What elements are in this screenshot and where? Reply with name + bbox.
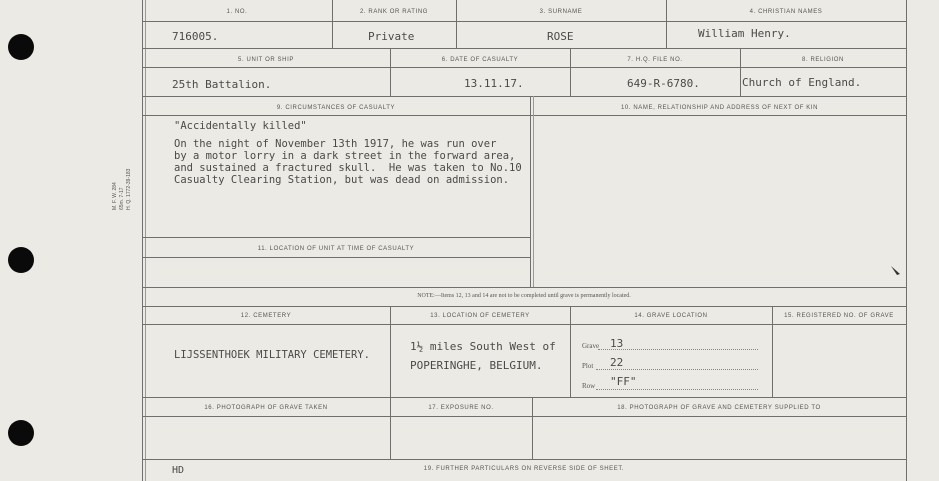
rule-note-bottom xyxy=(142,306,906,307)
rule-v-cem-b xyxy=(570,306,571,397)
rule-row2-mid xyxy=(142,67,906,68)
value-no: 716005. xyxy=(172,30,219,43)
label-row: Row xyxy=(582,382,596,390)
value-rank: Private xyxy=(368,30,415,43)
stamp-line-1: M. F. W. 284 xyxy=(112,182,118,210)
rule-v-cem-c xyxy=(772,306,773,397)
label-circumstances: 9. CIRCUMSTANCES OF CASUALTY xyxy=(276,105,396,111)
rule-note-top xyxy=(142,287,906,288)
label-photograph-taken: 16. PHOTOGRAPH OF GRAVE TAKEN xyxy=(204,405,328,411)
label-registered-no: 15. REGISTERED NO. OF GRAVE xyxy=(784,313,894,319)
rule-row1-bottom xyxy=(142,48,906,49)
label-grave: Grave xyxy=(582,342,600,350)
label-next-of-kin: 10. NAME, RELATIONSHIP AND ADDRESS OF NEXT OF KIN xyxy=(620,105,819,111)
form-stamp xyxy=(112,169,133,210)
dotted-line-row xyxy=(596,389,758,390)
rule-location-mid xyxy=(142,257,530,258)
punch-hole-middle xyxy=(8,247,34,273)
value-religion: Church of England. xyxy=(742,76,862,89)
rule-row1-mid xyxy=(142,21,906,22)
rule-location-top xyxy=(142,237,530,238)
rule-v-row3 xyxy=(530,96,531,287)
value-unit: 25th Battalion. xyxy=(172,78,272,91)
label-exposure-no: 17. EXPOSURE NO. xyxy=(428,405,494,411)
rule-photo-mid xyxy=(142,416,906,417)
rule-photo-bottom xyxy=(142,459,906,460)
label-date: 6. DATE OF CASUALTY xyxy=(441,57,519,63)
rule-cemetery-bottom xyxy=(142,397,906,398)
value-circumstances-title: "Accidentally killed" xyxy=(174,120,307,132)
rule-cemetery-mid xyxy=(142,324,906,325)
rule-v-cem-a xyxy=(390,306,391,397)
label-christian-names: 4. CHRISTIAN NAMES xyxy=(749,9,823,15)
dotted-line-plot xyxy=(596,369,758,370)
rule-row3-mid xyxy=(142,115,906,116)
value-cemetery-location-line2: POPERINGHE, BELGIUM. xyxy=(410,359,543,372)
value-cemetery: LIJSSENTHOEK MILITARY CEMETERY. xyxy=(174,349,370,361)
label-surname: 3. SURNAME xyxy=(539,9,583,15)
rule-row2-bottom xyxy=(142,96,906,97)
label-photograph-supplied: 18. PHOTOGRAPH OF GRAVE AND CEMETERY SUPPLIED TO xyxy=(617,405,821,411)
frame-right-line xyxy=(906,0,907,481)
stamp-line-2: 65m. 7-17 xyxy=(119,187,125,210)
rule-v-row1-a xyxy=(332,0,333,48)
stamp-line-3: H. Q. 1772-39-183 xyxy=(126,168,132,210)
value-date: 13.11.17. xyxy=(464,77,524,90)
label-grave-location: 14. GRAVE LOCATION xyxy=(634,313,708,319)
rule-v-row3-inner xyxy=(533,96,534,287)
rule-v-row2-b xyxy=(570,48,571,96)
label-no: 1. NO. xyxy=(226,9,248,15)
rule-v-row1-b xyxy=(456,0,457,48)
value-hd: HD xyxy=(172,465,185,476)
value-grave: 13 xyxy=(610,337,624,350)
value-christian-names: William Henry. xyxy=(698,27,791,40)
rule-v-row2-c xyxy=(740,48,741,96)
value-circumstances-body: On the night of November 13th 1917, he was run over by a motor lorry in a dark street in the forward area, and sustained a fractured skull. He was taken to No.10 Casualty Clearing Station, but was dead on admission. xyxy=(174,138,522,186)
rule-v-row1-c xyxy=(666,0,667,48)
label-hq-file: 7. H.Q. FILE NO. xyxy=(627,57,683,63)
value-row: "FF" xyxy=(610,375,637,388)
label-cemetery: 12. CEMETERY xyxy=(240,313,292,319)
label-location-of-unit: 11. LOCATION OF UNIT AT TIME OF CASUALTY xyxy=(257,246,415,252)
label-location-of-cemetery: 13. LOCATION OF CEMETERY xyxy=(430,313,530,319)
label-religion: 8. RELIGION xyxy=(802,57,844,63)
label-plot: Plot xyxy=(582,362,594,370)
value-surname: ROSE xyxy=(547,30,574,43)
value-cemetery-location-line1: 1½ miles South West of xyxy=(410,340,556,353)
label-rank: 2. RANK OR RATING xyxy=(359,9,429,15)
label-further-particulars: 19. FURTHER PARTICULARS ON REVERSE SIDE OF SHEET. xyxy=(423,466,625,472)
note-text: NOTE:—Items 12, 13 and 14 are not to be completed until grave is permanently located. xyxy=(417,293,631,299)
rule-v-row2-a xyxy=(390,48,391,96)
pencil-mark-icon xyxy=(890,265,904,279)
label-unit: 5. UNIT OR SHIP xyxy=(238,57,294,63)
value-plot: 22 xyxy=(610,356,624,369)
punch-hole-bottom xyxy=(8,420,34,446)
punch-hole-top xyxy=(8,34,34,60)
value-hq-file: 649-R-6780. xyxy=(627,77,700,90)
